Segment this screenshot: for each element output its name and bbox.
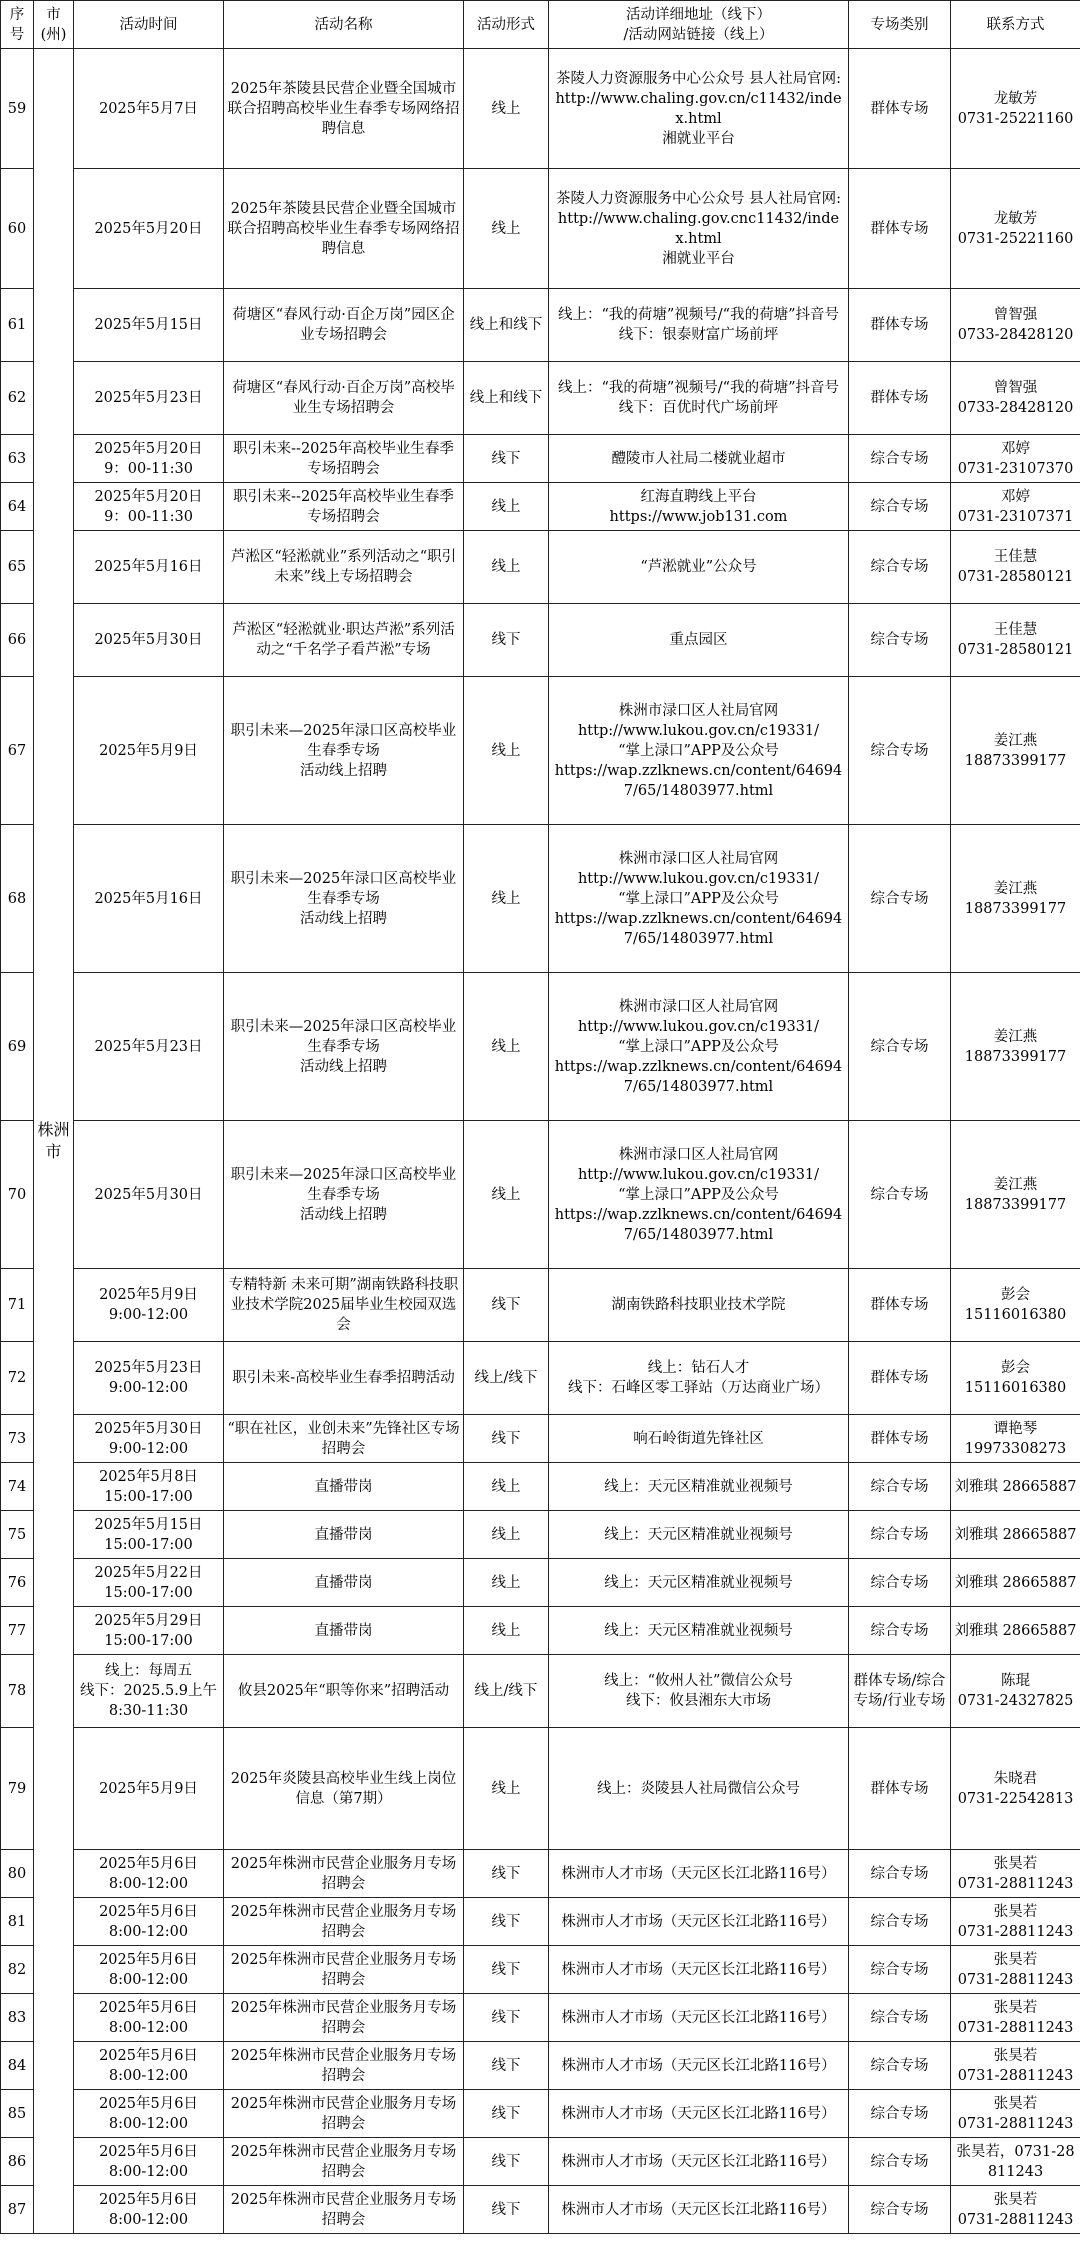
header-address: 活动详细地址（线下） /活动网站链接（线上） (549, 1, 849, 49)
row-time: 2025年5月6日 8:00-12:00 (74, 2090, 224, 2138)
row-time: 2025年5月8日 15:00-17:00 (74, 1463, 224, 1511)
row-address: 茶陵人力资源服务中心公众号 县人社局官网: http://www.chaling.gov.cnc11432/index.html 湘就业平台 (549, 169, 849, 289)
row-form: 线上 (464, 1559, 549, 1607)
row-address: 株洲市渌口区人社局官网 http://www.lukou.gov.cn/c19331/ “掌上渌口”APP及公众号 https://wap.zzlknews.cn/content/646947/65/14803977.html (549, 677, 849, 825)
row-address: 线上：天元区精准就业视频号 (549, 1463, 849, 1511)
row-name: 2025年株洲市民营企业服务月专场招聘会 (224, 2090, 464, 2138)
row-category: 综合专场 (849, 825, 951, 973)
row-contact: 曾智强 0733-28428120 (951, 362, 1080, 435)
row-name: 职引未来—2025年渌口区高校毕业生春季专场 活动线上招聘 (224, 1121, 464, 1269)
row-seq: 84 (1, 2042, 34, 2090)
row-time: 2025年5月6日 8:00-12:00 (74, 2186, 224, 2234)
row-time: 2025年5月15日 (74, 289, 224, 362)
row-category: 综合专场 (849, 2042, 951, 2090)
row-contact: 刘雅琪 28665887 (951, 1463, 1080, 1511)
row-address: 湖南铁路科技职业技术学院 (549, 1269, 849, 1342)
row-contact: 张昊若 0731-28811243 (951, 1898, 1080, 1946)
table-row (1, 2090, 1080, 2138)
row-contact: 王佳慧 0731-28580121 (951, 604, 1080, 677)
row-address: “芦淞就业”公众号 (549, 531, 849, 604)
table-row (1, 1269, 1080, 1342)
row-address: 线上：天元区精准就业视频号 (549, 1559, 849, 1607)
row-name: 2025年株洲市民营企业服务月专场招聘会 (224, 2042, 464, 2090)
row-name: 职引未来-高校毕业生春季招聘活动 (224, 1342, 464, 1415)
row-seq: 64 (1, 483, 34, 531)
row-seq: 59 (1, 49, 34, 169)
row-name: 2025年株洲市民营企业服务月专场招聘会 (224, 1898, 464, 1946)
row-category: 综合专场 (849, 973, 951, 1121)
row-form: 线上/线下 (464, 1342, 549, 1415)
row-time: 2025年5月16日 (74, 825, 224, 973)
table-row (1, 169, 1080, 289)
row-name: 2025年株洲市民营企业服务月专场招聘会 (224, 1946, 464, 1994)
table-row (1, 1898, 1080, 1946)
row-name: 直播带岗 (224, 1607, 464, 1655)
row-name: 2025年炎陵县高校毕业生线上岗位信息（第7期） (224, 1728, 464, 1850)
row-form: 线上 (464, 1463, 549, 1511)
row-time: 2025年5月30日 (74, 1121, 224, 1269)
row-category: 综合专场 (849, 1850, 951, 1898)
row-contact: 彭会 15116016380 (951, 1342, 1080, 1415)
row-seq: 77 (1, 1607, 34, 1655)
row-address: 线上：天元区精准就业视频号 (549, 1607, 849, 1655)
row-category: 群体专场 (849, 1415, 951, 1463)
row-seq: 83 (1, 1994, 34, 2042)
table-row (1, 2186, 1080, 2234)
row-form: 线上 (464, 973, 549, 1121)
row-contact: 张昊若 0731-28811243 (951, 1946, 1080, 1994)
row-category: 群体专场 (849, 49, 951, 169)
header-contact: 联系方式 (951, 1, 1080, 49)
row-time: 2025年5月30日 (74, 604, 224, 677)
table-row (1, 289, 1080, 362)
row-form: 线上 (464, 1121, 549, 1269)
row-form: 线上和线下 (464, 289, 549, 362)
row-contact: 龙敏芳 0731-25221160 (951, 49, 1080, 169)
row-seq: 60 (1, 169, 34, 289)
table-row (1, 435, 1080, 483)
row-category: 综合专场 (849, 483, 951, 531)
row-contact: 张昊若 0731-28811243 (951, 2186, 1080, 2234)
row-name: 职引未来—2025年渌口区高校毕业生春季专场 活动线上招聘 (224, 825, 464, 973)
row-form: 线下 (464, 1946, 549, 1994)
row-address: 株洲市渌口区人社局官网 http://www.lukou.gov.cn/c19331/ “掌上渌口”APP及公众号 https://wap.zzlknews.cn/content/646947/65/14803977.html (549, 973, 849, 1121)
row-name: 荷塘区“春风行动·百企万岗”园区企业专场招聘会 (224, 289, 464, 362)
row-address: 线上：炎陵县人社局微信公众号 (549, 1728, 849, 1850)
row-form: 线下 (464, 1994, 549, 2042)
row-name: 芦淞区“轻淞就业”系列活动之“职引未来”线上专场招聘会 (224, 531, 464, 604)
table-row (1, 677, 1080, 825)
row-time: 2025年5月20日 (74, 169, 224, 289)
row-category: 综合专场 (849, 1121, 951, 1269)
row-contact: 刘雅琪 28665887 (951, 1511, 1080, 1559)
row-contact: 张昊若 0731-28811243 (951, 2090, 1080, 2138)
row-name: 2025年茶陵县民营企业暨全国城市联合招聘高校毕业生春季专场网络招聘信息 (224, 49, 464, 169)
row-seq: 86 (1, 2138, 34, 2186)
row-address: 线上：钻石人才 线下：石峰区零工驿站（万达商业广场） (549, 1342, 849, 1415)
row-time: 2025年5月6日 8:00-12:00 (74, 1994, 224, 2042)
row-contact: 姜江燕 18873399177 (951, 825, 1080, 973)
row-name: “职在社区，业创未来”先锋社区专场招聘会 (224, 1415, 464, 1463)
row-form: 线上 (464, 169, 549, 289)
row-seq: 69 (1, 973, 34, 1121)
row-address: 株洲市人才市场（天元区长江北路116号） (549, 2090, 849, 2138)
row-contact: 张昊若，0731-28811243 (951, 2138, 1080, 2186)
row-time: 2025年5月15日 15:00-17:00 (74, 1511, 224, 1559)
row-address: 株洲市人才市场（天元区长江北路116号） (549, 1946, 849, 1994)
table-row (1, 973, 1080, 1121)
row-name: 2025年株洲市民营企业服务月专场招聘会 (224, 1850, 464, 1898)
header-time: 活动时间 (74, 1, 224, 49)
row-form: 线上 (464, 1511, 549, 1559)
row-form: 线下 (464, 2138, 549, 2186)
row-form: 线下 (464, 604, 549, 677)
row-contact: 刘雅琪 28665887 (951, 1607, 1080, 1655)
row-category: 群体专场 (849, 1342, 951, 1415)
row-category: 综合专场 (849, 1463, 951, 1511)
table-row (1, 1342, 1080, 1415)
row-category: 群体专场 (849, 1269, 951, 1342)
row-seq: 72 (1, 1342, 34, 1415)
row-form: 线上/线下 (464, 1655, 549, 1728)
table-row (1, 1728, 1080, 1850)
table-row (1, 1415, 1080, 1463)
table-row (1, 483, 1080, 531)
row-contact: 姜江燕 18873399177 (951, 973, 1080, 1121)
row-form: 线上 (464, 1607, 549, 1655)
row-time: 2025年5月6日 8:00-12:00 (74, 1898, 224, 1946)
row-name: 直播带岗 (224, 1463, 464, 1511)
row-contact: 曾智强 0733-28428120 (951, 289, 1080, 362)
row-form: 线上和线下 (464, 362, 549, 435)
row-time: 2025年5月6日 8:00-12:00 (74, 1850, 224, 1898)
row-time: 2025年5月6日 8:00-12:00 (74, 2138, 224, 2186)
row-address: 株洲市人才市场（天元区长江北路116号） (549, 1850, 849, 1898)
row-category: 综合专场 (849, 1946, 951, 1994)
row-category: 综合专场 (849, 531, 951, 604)
row-name: 职引未来—2025年渌口区高校毕业生春季专场 活动线上招聘 (224, 973, 464, 1121)
table-row (1, 1946, 1080, 1994)
row-category: 综合专场 (849, 1607, 951, 1655)
row-name: 专精特新 未来可期”湖南铁路科技职业技术学院2025届毕业生校园双选会 (224, 1269, 464, 1342)
row-contact: 姜江燕 18873399177 (951, 1121, 1080, 1269)
row-address: 醴陵市人社局二楼就业超市 (549, 435, 849, 483)
table-row (1, 1463, 1080, 1511)
row-seq: 61 (1, 289, 34, 362)
row-name: 2025年株洲市民营企业服务月专场招聘会 (224, 2186, 464, 2234)
table-row (1, 1559, 1080, 1607)
row-address: 株洲市人才市场（天元区长江北路116号） (549, 2186, 849, 2234)
row-contact: 邓婷 0731-23107371 (951, 483, 1080, 531)
row-contact: 邓婷 0731-23107370 (951, 435, 1080, 483)
row-address: 线上：天元区精准就业视频号 (549, 1511, 849, 1559)
row-seq: 80 (1, 1850, 34, 1898)
row-category: 综合专场 (849, 1511, 951, 1559)
row-time: 2025年5月9日 (74, 677, 224, 825)
row-form: 线下 (464, 1269, 549, 1342)
row-time: 2025年5月22日 15:00-17:00 (74, 1559, 224, 1607)
row-contact: 王佳慧 0731-28580121 (951, 531, 1080, 604)
row-category: 群体专场/综合专场/行业专场 (849, 1655, 951, 1728)
row-seq: 65 (1, 531, 34, 604)
row-time: 2025年5月9日 9:00-12:00 (74, 1269, 224, 1342)
row-time: 2025年5月20日 9：00-11:30 (74, 483, 224, 531)
row-address: 株洲市人才市场（天元区长江北路116号） (549, 2138, 849, 2186)
row-contact: 彭会 15116016380 (951, 1269, 1080, 1342)
row-form: 线下 (464, 2186, 549, 2234)
row-seq: 74 (1, 1463, 34, 1511)
row-address: 线上：“我的荷塘”视频号/“我的荷塘”抖音号 线下：银泰财富广场前坪 (549, 289, 849, 362)
row-name: 2025年株洲市民营企业服务月专场招聘会 (224, 2138, 464, 2186)
row-seq: 73 (1, 1415, 34, 1463)
row-address: 株洲市人才市场（天元区长江北路116号） (549, 1994, 849, 2042)
row-seq: 78 (1, 1655, 34, 1728)
header-city: 市 (州) (34, 1, 74, 49)
row-contact: 张昊若 0731-28811243 (951, 1994, 1080, 2042)
row-seq: 63 (1, 435, 34, 483)
row-address: 株洲市人才市场（天元区长江北路116号） (549, 2042, 849, 2090)
row-form: 线下 (464, 1415, 549, 1463)
city-cell: 株洲市 (34, 49, 74, 2234)
table-row (1, 1994, 1080, 2042)
table-row (1, 49, 1080, 169)
row-form: 线上 (464, 483, 549, 531)
row-name: 直播带岗 (224, 1511, 464, 1559)
row-address: 株洲市渌口区人社局官网 http://www.lukou.gov.cn/c19331/ “掌上渌口”APP及公众号 https://wap.zzlknews.cn/content/646947/65/14803977.html (549, 825, 849, 973)
row-form: 线上 (464, 49, 549, 169)
row-seq: 70 (1, 1121, 34, 1269)
row-seq: 71 (1, 1269, 34, 1342)
table-row (1, 531, 1080, 604)
row-category: 综合专场 (849, 435, 951, 483)
row-seq: 67 (1, 677, 34, 825)
row-category: 群体专场 (849, 362, 951, 435)
table-row (1, 1850, 1080, 1898)
row-seq: 85 (1, 2090, 34, 2138)
row-name: 职引未来--2025年高校毕业生春季专场招聘会 (224, 435, 464, 483)
row-category: 综合专场 (849, 1559, 951, 1607)
row-time: 2025年5月9日 (74, 1728, 224, 1850)
row-name: 职引未来--2025年高校毕业生春季专场招聘会 (224, 483, 464, 531)
row-seq: 82 (1, 1946, 34, 1994)
row-time: 2025年5月30日 9:00-12:00 (74, 1415, 224, 1463)
table-row (1, 825, 1080, 973)
row-seq: 81 (1, 1898, 34, 1946)
row-contact: 刘雅琪 28665887 (951, 1559, 1080, 1607)
row-address: 响石岭街道先锋社区 (549, 1415, 849, 1463)
row-category: 综合专场 (849, 1898, 951, 1946)
row-contact: 朱晓君 0731-22542813 (951, 1728, 1080, 1850)
row-name: 荷塘区“春风行动·百企万岗”高校毕业生专场招聘会 (224, 362, 464, 435)
row-time: 2025年5月20日 9：00-11:30 (74, 435, 224, 483)
row-address: 线上：“攸州人社”微信公众号 线下：攸县湘东大市场 (549, 1655, 849, 1728)
row-name: 2025年茶陵县民营企业暨全国城市联合招聘高校毕业生春季专场网络招聘信息 (224, 169, 464, 289)
row-contact: 龙敏芳 0731-25221160 (951, 169, 1080, 289)
row-time: 2025年5月23日 (74, 973, 224, 1121)
row-category: 综合专场 (849, 2090, 951, 2138)
row-address: 重点园区 (549, 604, 849, 677)
row-name: 2025年株洲市民营企业服务月专场招聘会 (224, 1994, 464, 2042)
row-name: 职引未来—2025年渌口区高校毕业生春季专场 活动线上招聘 (224, 677, 464, 825)
row-address: 茶陵人力资源服务中心公众号 县人社局官网: http://www.chaling.gov.cn/c11432/index.html 湘就业平台 (549, 49, 849, 169)
row-category: 综合专场 (849, 677, 951, 825)
table-row (1, 1655, 1080, 1728)
header-form: 活动形式 (464, 1, 549, 49)
row-name: 直播带岗 (224, 1559, 464, 1607)
row-contact: 谭艳琴 19973308273 (951, 1415, 1080, 1463)
row-form: 线上 (464, 531, 549, 604)
row-contact: 姜江燕 18873399177 (951, 677, 1080, 825)
row-time: 2025年5月29日 15:00-17:00 (74, 1607, 224, 1655)
row-form: 线下 (464, 1898, 549, 1946)
row-name: 芦淞区“轻淞就业·职达芦淞”系列活动之“千名学子看芦淞”专场 (224, 604, 464, 677)
row-seq: 66 (1, 604, 34, 677)
row-contact: 张昊若 0731-28811243 (951, 1850, 1080, 1898)
row-time: 2025年5月7日 (74, 49, 224, 169)
row-form: 线上 (464, 1728, 549, 1850)
row-seq: 62 (1, 362, 34, 435)
header-row (1, 1, 1080, 49)
header-category: 专场类别 (849, 1, 951, 49)
row-seq: 87 (1, 2186, 34, 2234)
table-row (1, 362, 1080, 435)
header-name: 活动名称 (224, 1, 464, 49)
row-address: 株洲市人才市场（天元区长江北路116号） (549, 1898, 849, 1946)
row-category: 综合专场 (849, 2186, 951, 2234)
row-seq: 76 (1, 1559, 34, 1607)
row-category: 群体专场 (849, 289, 951, 362)
row-contact: 陈琨 0731-24327825 (951, 1655, 1080, 1728)
row-name: 攸县2025年“职等你来”招聘活动 (224, 1655, 464, 1728)
row-category: 群体专场 (849, 1728, 951, 1850)
row-time: 2025年5月6日 8:00-12:00 (74, 2042, 224, 2090)
table-row (1, 1121, 1080, 1269)
table-row (1, 2042, 1080, 2090)
row-seq: 75 (1, 1511, 34, 1559)
row-category: 综合专场 (849, 1994, 951, 2042)
row-time: 2025年5月23日 (74, 362, 224, 435)
table-row (1, 1511, 1080, 1559)
row-category: 综合专场 (849, 2138, 951, 2186)
row-time: 2025年5月23日 9:00-12:00 (74, 1342, 224, 1415)
table-row (1, 1607, 1080, 1655)
row-seq: 79 (1, 1728, 34, 1850)
header-seq: 序 号 (1, 1, 34, 49)
row-category: 综合专场 (849, 604, 951, 677)
row-form: 线下 (464, 1850, 549, 1898)
table-row (1, 2138, 1080, 2186)
row-address: 红海直聘线上平台 https://www.job131.com (549, 483, 849, 531)
row-contact: 张昊若 0731-28811243 (951, 2042, 1080, 2090)
row-form: 线上 (464, 825, 549, 973)
row-time: 2025年5月16日 (74, 531, 224, 604)
row-address: 线上：“我的荷塘”视频号/“我的荷塘”抖音号 线下：百优时代广场前坪 (549, 362, 849, 435)
table-row (1, 604, 1080, 677)
row-form: 线下 (464, 2042, 549, 2090)
row-category: 群体专场 (849, 169, 951, 289)
row-form: 线下 (464, 2090, 549, 2138)
row-form: 线上 (464, 677, 549, 825)
row-seq: 68 (1, 825, 34, 973)
row-time: 2025年5月6日 8:00-12:00 (74, 1946, 224, 1994)
row-time: 线上：每周五 线下：2025.5.9上午8:30-11:30 (74, 1655, 224, 1728)
row-form: 线下 (464, 435, 549, 483)
row-address: 株洲市渌口区人社局官网 http://www.lukou.gov.cn/c19331/ “掌上渌口”APP及公众号 https://wap.zzlknews.cn/content/646947/65/14803977.html (549, 1121, 849, 1269)
